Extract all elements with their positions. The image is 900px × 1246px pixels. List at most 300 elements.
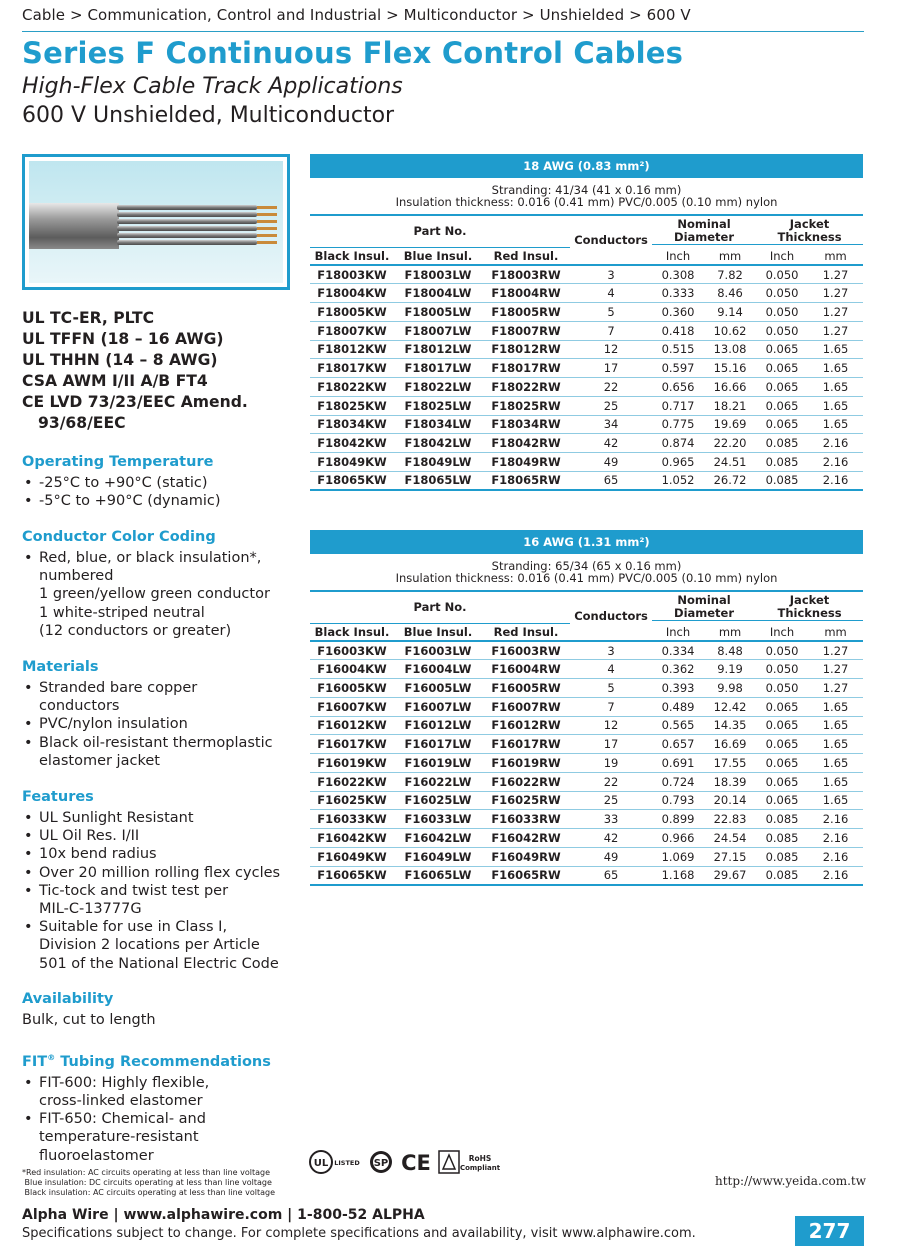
approval-item: UL THHN (14 – 8 AWG) [22,351,218,369]
table-row [310,791,863,810]
cell-part-no-red[interactable]: F16049RW [482,847,570,866]
cell-part-no-black[interactable]: F18034KW [310,415,394,434]
section-heading: FIT® Tubing Recommendations [22,1053,271,1070]
cell-jacket-mm: 1.27 [808,265,863,284]
list-item-continuation: temperature-resistant [39,1129,199,1146]
cell-diameter-mm: 14.35 [704,716,756,735]
table-row [310,866,863,885]
cell-jacket-inch: 0.065 [756,415,808,434]
cell-diameter-inch: 0.657 [652,735,704,754]
header-inch: Inch [652,623,704,641]
cell-part-no-black[interactable]: F18017KW [310,359,394,378]
table-row [310,754,863,773]
header-part-no: Part No. [310,215,570,247]
cell-part-no-red[interactable]: F16005RW [482,679,570,698]
list-item-continuation: numbered [39,568,114,585]
cell-jacket-inch: 0.050 [756,679,808,698]
cell-diameter-inch: 0.489 [652,697,704,716]
cell-part-no-red[interactable]: F18003RW [482,265,570,284]
cell-part-no-blue[interactable]: F18017LW [394,359,482,378]
cell-part-no-blue[interactable]: F16042LW [394,829,482,848]
cell-part-no-blue[interactable]: F18003LW [394,265,482,284]
cell-part-no-blue[interactable]: F16033LW [394,810,482,829]
list-item: • FIT-600: Highly flexible, [24,1074,210,1091]
cell-part-no-blue[interactable]: F18042LW [394,434,482,453]
cell-jacket-mm: 2.16 [808,829,863,848]
cell-diameter-inch: 0.565 [652,716,704,735]
cell-diameter-mm: 7.82 [704,265,756,284]
cell-diameter-inch: 0.717 [652,396,704,415]
cell-part-no-blue[interactable]: F16007LW [394,697,482,716]
fit-tubing-section [22,1053,294,1165]
table-row [310,679,863,698]
cell-jacket-mm: 1.27 [808,641,863,660]
cell-conductors: 42 [570,829,652,848]
cell-diameter-mm: 26.72 [704,471,756,490]
breadcrumb[interactable]: Cable > Communication, Control and Industrial > Multiconductor > Unshielded > 600 V [22,6,691,24]
list-item-continuation: 1 green/yellow green conductor [39,586,270,603]
cell-part-no-blue[interactable]: F18022LW [394,378,482,397]
page-number: 277 [795,1216,864,1246]
cell-diameter-mm: 9.98 [704,679,756,698]
cell-diameter-inch: 0.656 [652,378,704,397]
cell-part-no-black[interactable]: F16022KW [310,772,394,791]
section-heading: Availability [22,991,114,1007]
list-item-continuation: Division 2 locations per Article [39,937,260,954]
cell-jacket-inch: 0.065 [756,396,808,415]
cell-part-no-black[interactable]: F18003KW [310,265,394,284]
table-row [310,340,863,359]
header-conductors: Conductors [570,215,652,265]
cell-part-no-red[interactable]: F18012RW [482,340,570,359]
cell-jacket-inch: 0.085 [756,453,808,472]
cell-diameter-mm: 19.69 [704,415,756,434]
cell-part-no-blue[interactable]: F16025LW [394,791,482,810]
list-item: • Black oil-resistant thermoplastic [24,734,273,751]
cell-part-no-black[interactable]: F16025KW [310,791,394,810]
cell-conductors: 4 [570,660,652,679]
cell-part-no-red[interactable]: F16022RW [482,772,570,791]
footer-contact[interactable]: Alpha Wire | www.alphawire.com | 1-800-52 ALPHA [22,1207,425,1223]
table-row [310,321,863,340]
approvals-list [22,308,248,434]
cell-diameter-inch: 0.360 [652,303,704,322]
list-item-continuation: MIL-C-13777G [39,901,142,918]
list-item-continuation: conductors [39,698,120,715]
ul-listed-icon [308,1149,362,1175]
svg-text:LISTED: LISTED [334,1159,360,1167]
cell-diameter-mm: 9.19 [704,660,756,679]
list-item: • -25°C to +90°C (static) [24,475,208,491]
header-mm: mm [808,247,863,265]
header-nominal-diameter: Nominal Diameter [652,215,756,247]
cell-conductors: 25 [570,791,652,810]
cell-part-no-red[interactable]: F18005RW [482,303,570,322]
footnotes [22,1168,275,1198]
cell-diameter-inch: 1.069 [652,847,704,866]
table-row [310,735,863,754]
cell-jacket-mm: 1.65 [808,415,863,434]
cell-diameter-mm: 20.14 [704,791,756,810]
header-part-no: Part No. [310,591,570,623]
cell-jacket-mm: 1.27 [808,303,863,322]
header-mm: mm [808,623,863,641]
cell-part-no-black[interactable]: F16017KW [310,735,394,754]
table-row [310,415,863,434]
cell-part-no-blue[interactable]: F16022LW [394,772,482,791]
table-title: 16 AWG (1.31 mm²) [310,530,863,554]
cell-conductors: 3 [570,641,652,660]
table-row [310,396,863,415]
cell-diameter-inch: 0.597 [652,359,704,378]
cell-jacket-inch: 0.065 [756,791,808,810]
approval-item: CSA AWM I/II A/B FT4 [22,372,208,390]
cell-part-no-blue[interactable]: F18007LW [394,321,482,340]
cell-part-no-black[interactable]: F18022KW [310,378,394,397]
cell-diameter-mm: 18.39 [704,772,756,791]
cell-part-no-blue[interactable]: F18012LW [394,340,482,359]
page-subtitle: High-Flex Cable Track Applications [22,74,403,99]
cell-diameter-inch: 0.793 [652,791,704,810]
table-row [310,829,863,848]
cell-jacket-mm: 2.16 [808,434,863,453]
table-stranding: Stranding: 41/34 (41 x 0.16 mm) Insulation thickness: 0.016 (0.41 mm) PVC/0.005 (0.10 mm) nylon [395,183,778,209]
features-section [22,789,294,973]
availability-text: Bulk, cut to length [22,1012,156,1028]
approval-item: UL TC-ER, PLTC [22,309,155,327]
cell-part-no-blue[interactable]: F16005LW [394,679,482,698]
cell-jacket-inch: 0.050 [756,265,808,284]
cell-jacket-mm: 1.65 [808,378,863,397]
section-heading: Features [22,789,94,805]
cell-diameter-inch: 0.874 [652,434,704,453]
cell-part-no-black[interactable]: F18012KW [310,340,394,359]
cell-part-no-blue[interactable]: F18049LW [394,453,482,472]
svg-text:RoHS: RoHS [468,1154,492,1163]
header-mm: mm [704,247,756,265]
cell-jacket-mm: 2.16 [808,866,863,885]
cell-jacket-inch: 0.050 [756,321,808,340]
cell-diameter-mm: 13.08 [704,340,756,359]
spec-table-18awg [310,154,863,491]
cell-diameter-mm: 17.55 [704,754,756,773]
cell-part-no-red[interactable]: F16017RW [482,735,570,754]
cell-jacket-inch: 0.065 [756,340,808,359]
cell-part-no-black[interactable]: F18025KW [310,396,394,415]
cell-part-no-black[interactable]: F18049KW [310,453,394,472]
cell-part-no-blue[interactable]: F16012LW [394,716,482,735]
cell-jacket-mm: 1.65 [808,735,863,754]
cell-jacket-inch: 0.085 [756,866,808,885]
cell-conductors: 49 [570,453,652,472]
header-nominal-diameter: Nominal Diameter [652,591,756,623]
table-row [310,359,863,378]
list-item: • PVC/nylon insulation [24,716,188,733]
cell-diameter-mm: 10.62 [704,321,756,340]
cell-part-no-red[interactable]: F16042RW [482,829,570,848]
table-stranding: Stranding: 65/34 (65 x 0.16 mm) Insulation thickness: 0.016 (0.41 mm) PVC/0.005 (0.10 mm) nylon [395,559,778,585]
cell-part-no-black[interactable]: F18004KW [310,284,394,303]
cell-diameter-inch: 0.308 [652,265,704,284]
cell-jacket-mm: 1.65 [808,359,863,378]
cell-conductors: 25 [570,396,652,415]
page-subtitle-voltage: 600 V Unshielded, Multiconductor [22,103,395,128]
cell-part-no-black[interactable]: F16005KW [310,679,394,698]
cell-conductors: 22 [570,378,652,397]
cell-diameter-mm: 29.67 [704,866,756,885]
operating-temperature-section [22,454,294,510]
cell-part-no-red[interactable]: F18025RW [482,396,570,415]
cell-diameter-mm: 8.48 [704,641,756,660]
cell-conductors: 12 [570,716,652,735]
cell-jacket-mm: 2.16 [808,471,863,490]
cell-jacket-mm: 1.27 [808,321,863,340]
cell-jacket-mm: 1.65 [808,716,863,735]
cell-part-no-red[interactable]: F16025RW [482,791,570,810]
cell-diameter-inch: 0.515 [652,340,704,359]
cell-part-no-black[interactable]: F16049KW [310,847,394,866]
cell-jacket-mm: 2.16 [808,810,863,829]
cell-part-no-black[interactable]: F16065KW [310,866,394,885]
cell-conductors: 7 [570,697,652,716]
cell-jacket-inch: 0.085 [756,471,808,490]
list-item: • Tic-tock and twist test per [24,882,229,899]
list-item-continuation: cross-linked elastomer [39,1093,203,1110]
section-heading: Operating Temperature [22,454,214,470]
cell-part-no-black[interactable]: F16042KW [310,829,394,848]
website-url[interactable]: http://www.yeida.com.tw [715,1174,866,1188]
cell-diameter-inch: 0.418 [652,321,704,340]
cell-diameter-mm: 16.66 [704,378,756,397]
cell-diameter-inch: 0.965 [652,453,704,472]
svg-text:CE: CE [401,1151,431,1175]
approval-item: CE LVD 73/23/EEC Amend. [22,393,248,411]
cell-part-no-blue[interactable]: F18004LW [394,284,482,303]
cell-part-no-red[interactable]: F16003RW [482,641,570,660]
cell-part-no-blue[interactable]: F18025LW [394,396,482,415]
cell-part-no-red[interactable]: F16065RW [482,866,570,885]
table-row [310,434,863,453]
approval-item: UL TFFN (18 – 16 AWG) [22,330,224,348]
cell-jacket-mm: 1.65 [808,697,863,716]
list-item: • 10x bend radius [24,846,157,863]
cable-illustration [29,161,283,283]
cell-conductors: 33 [570,810,652,829]
cell-part-no-blue[interactable]: F16049LW [394,847,482,866]
cell-conductors: 3 [570,265,652,284]
cell-conductors: 65 [570,471,652,490]
header-blue-insul: Blue Insul. [394,247,482,265]
cell-part-no-red[interactable]: F18034RW [482,415,570,434]
footnote: *Red insulation: AC circuits operating at less than line voltage [22,1168,271,1177]
header-black-insul: Black Insul. [310,247,394,265]
cell-diameter-inch: 0.334 [652,641,704,660]
cell-part-no-black[interactable]: F16033KW [310,810,394,829]
cell-jacket-mm: 1.65 [808,340,863,359]
cell-jacket-inch: 0.065 [756,754,808,773]
list-item: • Over 20 million rolling flex cycles [24,864,281,881]
table-row [310,265,863,284]
cell-part-no-black[interactable]: F16003KW [310,641,394,660]
cell-part-no-red[interactable]: F16004RW [482,660,570,679]
list-item-continuation: fluoroelastomer [39,1147,154,1164]
cell-part-no-red[interactable]: F18004RW [482,284,570,303]
table-row [310,697,863,716]
cell-part-no-blue[interactable]: F16017LW [394,735,482,754]
cell-part-no-black[interactable]: F18065KW [310,471,394,490]
cell-part-no-red[interactable]: F18065RW [482,471,570,490]
cell-diameter-mm: 8.46 [704,284,756,303]
cell-jacket-inch: 0.050 [756,284,808,303]
cell-diameter-mm: 22.83 [704,810,756,829]
cell-part-no-black[interactable]: F18005KW [310,303,394,322]
cell-diameter-mm: 9.14 [704,303,756,322]
cell-part-no-red[interactable]: F16019RW [482,754,570,773]
rohs-compliant-icon [438,1149,502,1175]
cell-part-no-red[interactable]: F18022RW [482,378,570,397]
header-conductors: Conductors [570,591,652,641]
list-item-continuation: elastomer jacket [39,752,160,769]
cell-part-no-blue[interactable]: F16004LW [394,660,482,679]
table-row [310,847,863,866]
table-row [310,471,863,490]
header-inch: Inch [756,623,808,641]
cell-jacket-inch: 0.065 [756,735,808,754]
cell-part-no-red[interactable]: F16033RW [482,810,570,829]
cell-part-no-red[interactable]: F16012RW [482,716,570,735]
cell-jacket-inch: 0.050 [756,660,808,679]
cell-part-no-red[interactable]: F18007RW [482,321,570,340]
header-inch: Inch [756,247,808,265]
list-item: • Red, blue, or black insulation*, [24,550,262,566]
cell-conductors: 22 [570,772,652,791]
cell-diameter-inch: 1.052 [652,471,704,490]
table-row [310,378,863,397]
cell-part-no-red[interactable]: F18042RW [482,434,570,453]
cell-part-no-blue[interactable]: F16065LW [394,866,482,885]
cell-diameter-mm: 24.54 [704,829,756,848]
list-item: • Suitable for use in Class I, [24,919,228,936]
cell-jacket-inch: 0.065 [756,716,808,735]
cell-conductors: 5 [570,679,652,698]
cell-jacket-inch: 0.085 [756,847,808,866]
table-row [310,716,863,735]
cell-part-no-blue[interactable]: F18065LW [394,471,482,490]
spec-table-16awg [310,530,863,886]
cell-conductors: 7 [570,321,652,340]
svg-text:Compliant: Compliant [459,1164,501,1172]
cell-conductors: 65 [570,866,652,885]
list-item-continuation: 501 of the National Electric Code [39,955,279,972]
cell-jacket-inch: 0.050 [756,303,808,322]
materials-section [22,659,294,770]
cell-diameter-mm: 12.42 [704,697,756,716]
header-red-insul: Red Insul. [482,247,570,265]
header-inch: Inch [652,247,704,265]
certification-marks [308,1148,502,1176]
cell-diameter-mm: 27.15 [704,847,756,866]
cell-jacket-mm: 1.65 [808,754,863,773]
spec-table [310,590,863,886]
cell-diameter-inch: 0.775 [652,415,704,434]
cell-conductors: 17 [570,359,652,378]
cable-product-image [22,154,290,290]
cell-jacket-inch: 0.085 [756,829,808,848]
cell-part-no-black[interactable]: F16007KW [310,697,394,716]
cell-jacket-inch: 0.085 [756,434,808,453]
list-item: • UL Oil Res. I/II [24,828,140,845]
cell-part-no-blue[interactable]: F18034LW [394,415,482,434]
section-heading: Conductor Color Coding [22,529,216,545]
cell-conductors: 42 [570,434,652,453]
header-black-insul: Black Insul. [310,623,394,641]
cell-part-no-black[interactable]: F18042KW [310,434,394,453]
cell-jacket-mm: 2.16 [808,847,863,866]
cell-conductors: 5 [570,303,652,322]
cell-conductors: 49 [570,847,652,866]
cell-jacket-mm: 1.65 [808,791,863,810]
cell-jacket-inch: 0.050 [756,641,808,660]
cell-jacket-mm: 1.27 [808,284,863,303]
footer-disclaimer: Specifications subject to change. For complete specifications and availability, visit www.alphawire.com. [22,1226,696,1241]
cell-part-no-black[interactable]: F16019KW [310,754,394,773]
cell-diameter-inch: 0.333 [652,284,704,303]
cell-conductors: 17 [570,735,652,754]
table-title: 18 AWG (0.83 mm²) [310,154,863,178]
cell-part-no-blue[interactable]: F16019LW [394,754,482,773]
cell-diameter-mm: 22.20 [704,434,756,453]
table-row [310,641,863,660]
csa-mark-icon [368,1149,394,1175]
cell-jacket-inch: 0.065 [756,697,808,716]
cell-jacket-inch: 0.065 [756,378,808,397]
cell-part-no-black[interactable]: F16004KW [310,660,394,679]
table-row [310,660,863,679]
cell-diameter-inch: 0.362 [652,660,704,679]
list-item-continuation: 1 white-striped neutral [39,604,205,621]
cell-conductors: 12 [570,340,652,359]
cell-diameter-inch: 0.691 [652,754,704,773]
cell-conductors: 19 [570,754,652,773]
cell-part-no-blue[interactable]: F16003LW [394,641,482,660]
cell-part-no-black[interactable]: F18007KW [310,321,394,340]
cell-jacket-mm: 1.65 [808,396,863,415]
cell-jacket-inch: 0.085 [756,810,808,829]
header-blue-insul: Blue Insul. [394,623,482,641]
footnote: Black insulation: AC circuits operating at less than line voltage [22,1188,276,1197]
cell-part-no-red[interactable]: F16007RW [482,697,570,716]
cell-diameter-mm: 18.21 [704,396,756,415]
cell-diameter-inch: 0.393 [652,679,704,698]
cell-conductors: 34 [570,415,652,434]
list-item: • FIT-650: Chemical- and [24,1111,206,1128]
svg-text:UL: UL [313,1158,329,1169]
cell-jacket-mm: 2.16 [808,453,863,472]
table-row [310,772,863,791]
cell-diameter-inch: 0.899 [652,810,704,829]
header-mm: mm [704,623,756,641]
cell-part-no-blue[interactable]: F18005LW [394,303,482,322]
cell-conductors: 4 [570,284,652,303]
cell-part-no-red[interactable]: F18049RW [482,453,570,472]
availability-section [22,991,294,1029]
cell-diameter-mm: 15.16 [704,359,756,378]
cell-part-no-red[interactable]: F18017RW [482,359,570,378]
cell-jacket-inch: 0.065 [756,359,808,378]
cell-jacket-inch: 0.065 [756,772,808,791]
cell-part-no-black[interactable]: F16012KW [310,716,394,735]
header-red-insul: Red Insul. [482,623,570,641]
